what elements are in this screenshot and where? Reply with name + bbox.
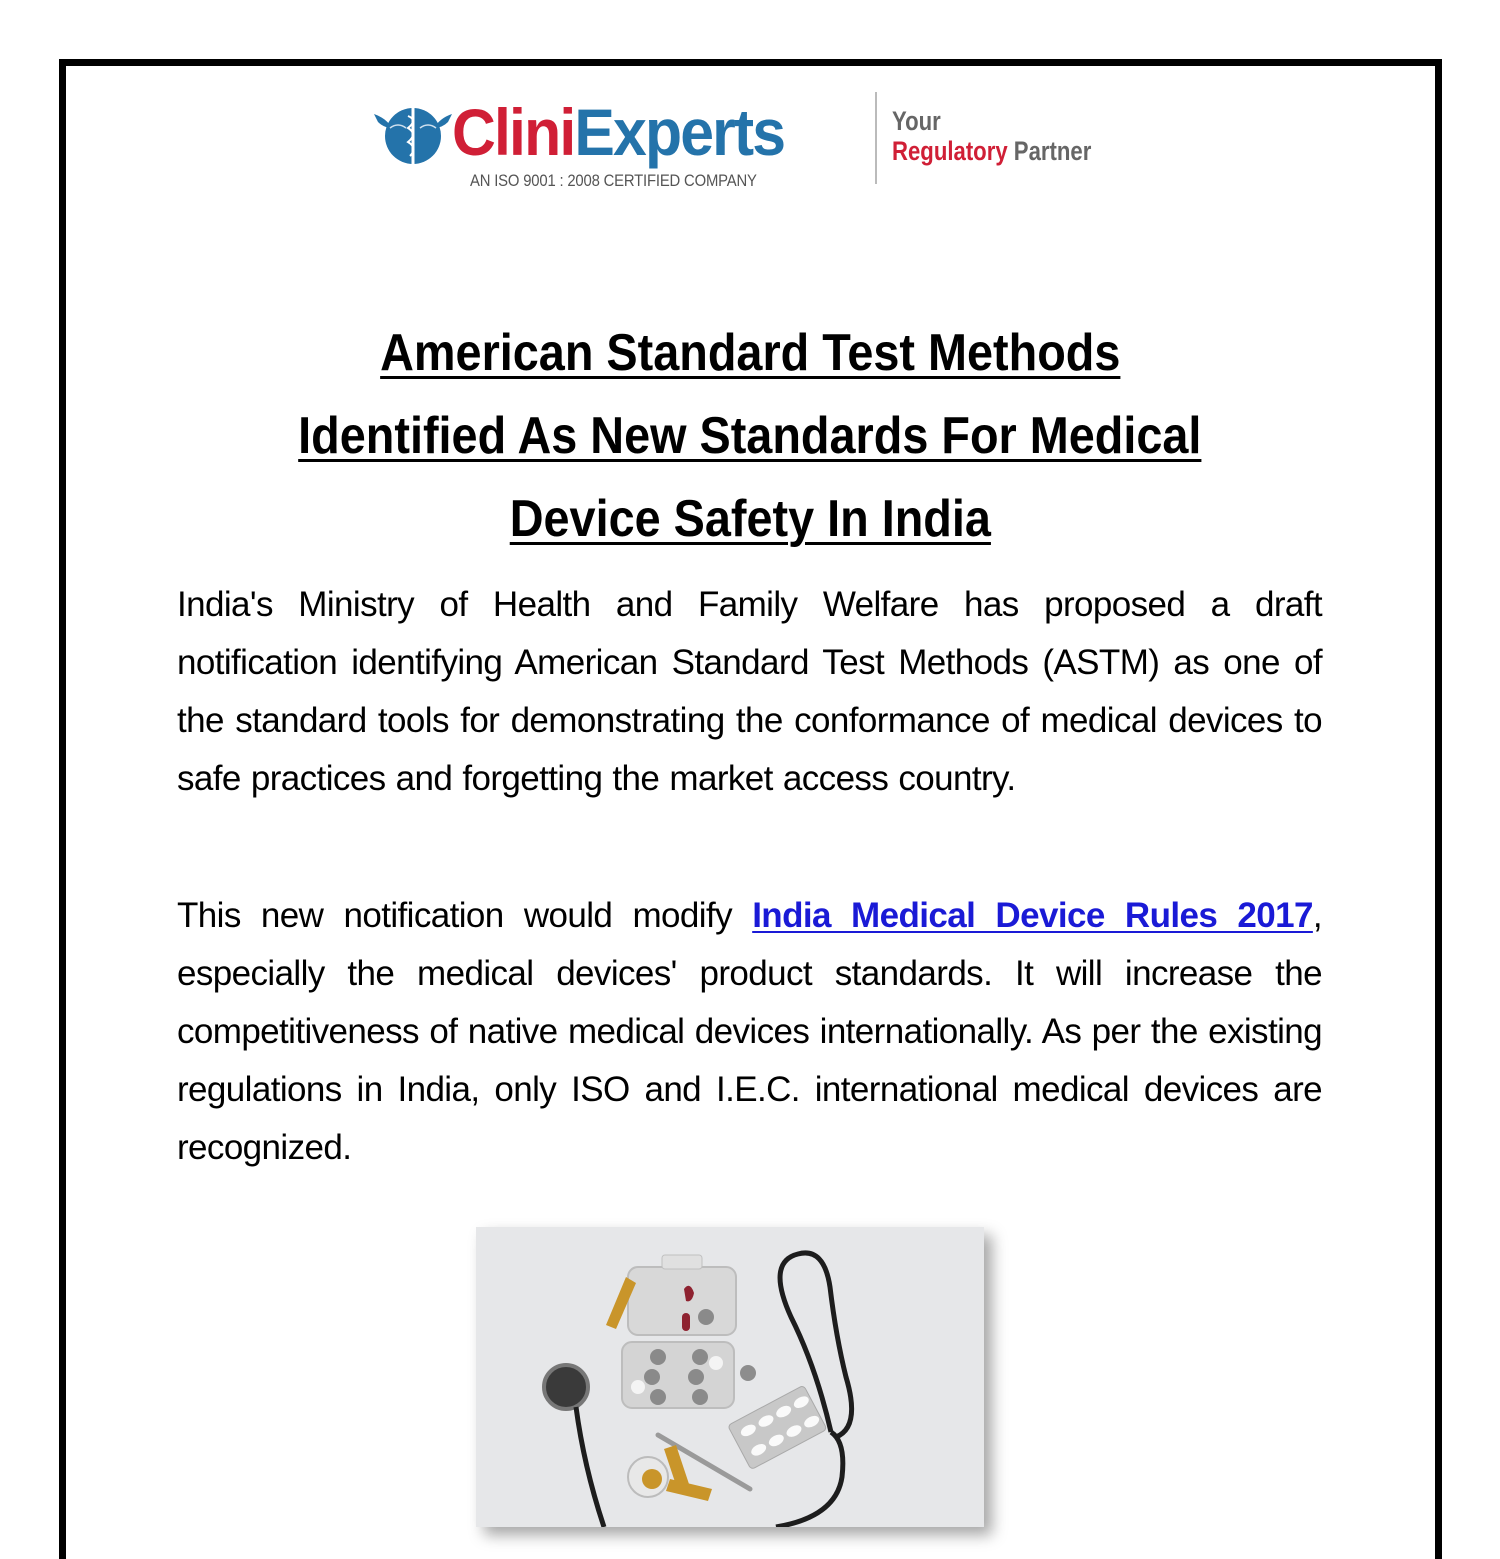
medical-devices-photo: [476, 1227, 984, 1527]
logo-divider: [875, 92, 877, 184]
body-paragraph-1: India's Ministry of Health and Family Welfare has proposed a draft notification identifying American Standard Test Methods (ASTM) as one of the standard tools for demonstrating the conformance of medical devices to safe practices and forgetting the market access country.: [177, 585, 1322, 798]
title-line-2: Identified As New Standards For Medical: [298, 407, 1202, 465]
logo-tagline: [892, 106, 1091, 166]
logo-wordmark-clini: Clini: [452, 95, 575, 169]
medical-devices-illustration: [476, 1227, 984, 1527]
logo-wordmark: [452, 92, 784, 172]
logo-tagline-highlight: Regulatory: [892, 136, 1008, 166]
logo-tagline-line1: Your: [892, 106, 941, 136]
title-line-3: Device Safety In India: [509, 490, 991, 548]
caduceus-emblem-icon: [372, 98, 454, 172]
paragraph-2-rest: , especially the medical devices' product standards. It will increase the competitiveness of native medical devices internationally. As per the existing regulations in India, only ISO and I.E.C. international medical devices are recognized.: [177, 896, 1322, 1167]
body-paragraph-2: [177, 887, 1322, 1177]
logo-wordmark-experts: Experts: [574, 95, 785, 169]
logo-tagline-rest: Partner: [1007, 136, 1092, 166]
title-line-1: American Standard Test Methods: [379, 324, 1121, 382]
india-medical-device-rules-link[interactable]: India Medical Device Rules 2017: [752, 896, 1313, 935]
company-logo: [372, 92, 1132, 192]
page-title: [150, 312, 1350, 561]
paragraph-2-intro: This new notification would modify: [177, 896, 753, 935]
logo-certification: AN ISO 9001 : 2008 CERTIFIED COMPANY: [470, 172, 757, 190]
